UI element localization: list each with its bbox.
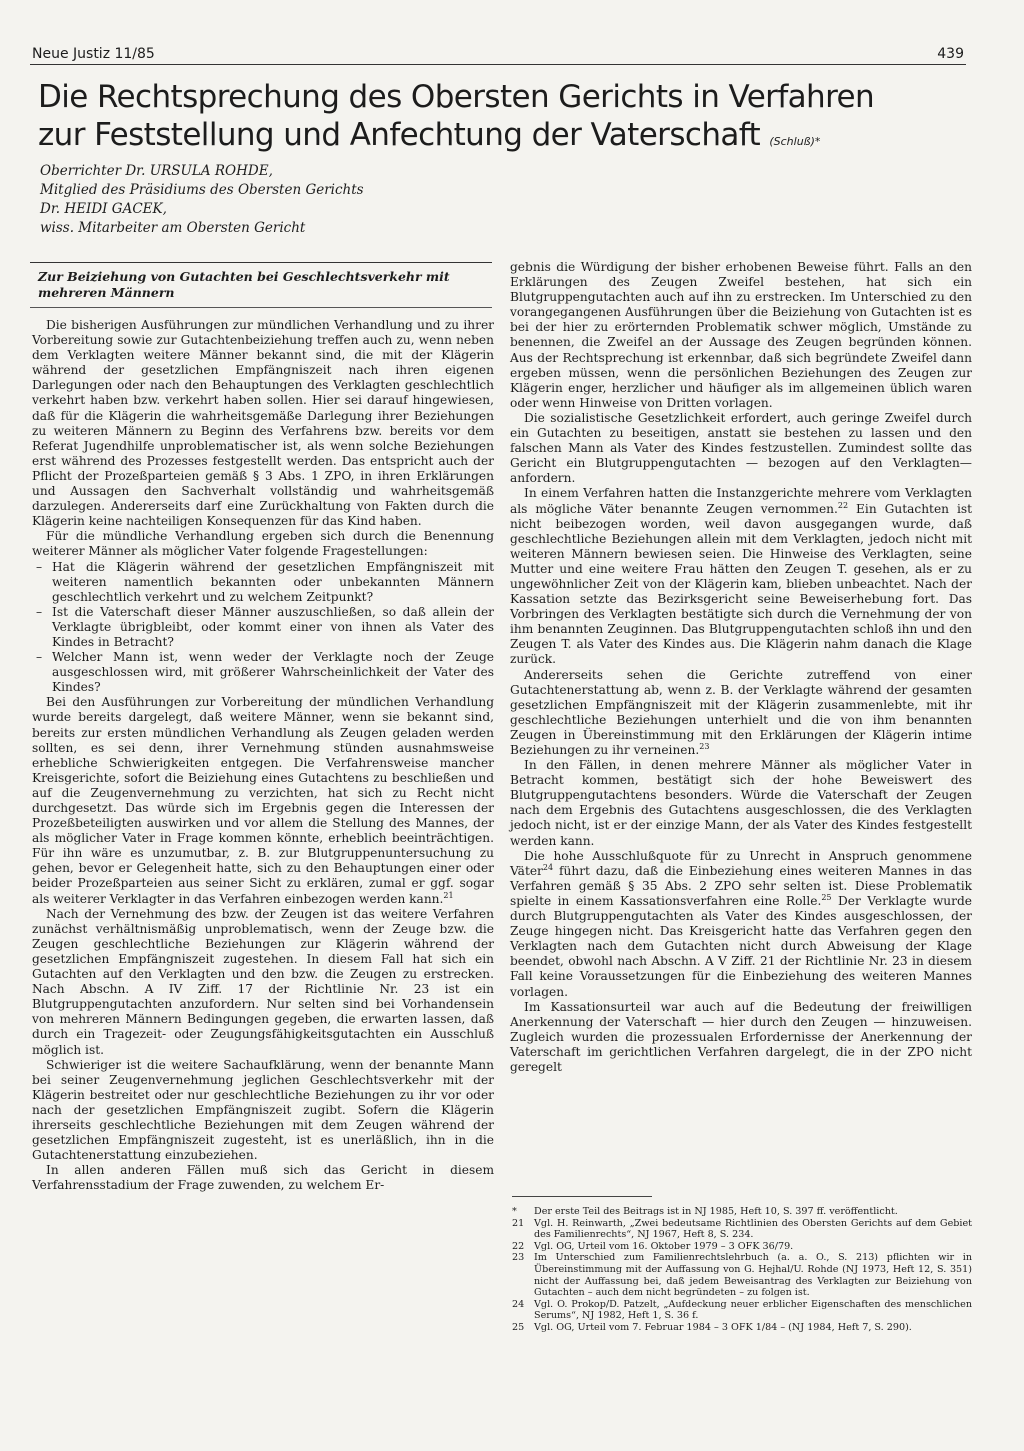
footnote <box>512 1252 972 1298</box>
section-heading-box <box>30 262 492 308</box>
footnote <box>512 1322 972 1334</box>
list-item: – Ist die Vaterschaft dieser Männer auszuschließen, so daß allein der Verklagte übrigbleibt, oder kommt einer von ihnen als Vater des Kindes in Betracht? <box>32 605 494 650</box>
footnote-ref: 22 <box>837 500 849 510</box>
footnote-text: Im Unterschied zum Familienrechtslehrbuch (a. a. O., S. 213) pflichten wir in Übereinstimmung mit der Auffassung von G. Hejhal/U. Rohde (NJ 1973, Heft 12, S. 351) nicht der Auffassung bei, daß jedem Beweisantrag des Verklagten zur Beiziehung von Gutachten – auch dem nicht begründeten – zu folgen ist. <box>534 1252 972 1299</box>
author-line: wiss. Mitarbeiter am Obersten Gericht <box>40 220 306 236</box>
author-block <box>40 162 500 238</box>
title-note: (Schluß)* <box>769 135 821 148</box>
footnote-ref: 21 <box>443 890 454 900</box>
footnote-ref: 25 <box>821 892 832 902</box>
question-list <box>32 560 494 696</box>
footnote-ref: 23 <box>699 741 710 751</box>
paragraph-text: Bei den Ausführungen zur Vorbereitung der mündlichen Verhandlung wurde bereits dargelegt, daß weitere Männer, wenn sie bekannt sind, bereits zur ersten mündlichen Verhandlung als Zeugen geladen werden sollten, es sei denn, ihrer Vernehmung stünden ausnahmsweise erhebliche Schwierigkeiten entgegen. Die Verfahrensweise mancher Kreisgerichte, sofort die Beiziehung eines Gutachtens zu beschließen und auf die Zeugenvernehmung zu verzichten, hat sich zu Recht nicht durchgesetzt. Das würde sich im Ergebnis gegen die Interessen der Prozeßbeteiligten auswirken und vor allem die Stellung des Mannes, der als möglicher Vater in Frage kommen könnte, erheblich beeinträchtigen. Für ihn wäre es unzumutbar, z. B. zur Blutgruppenuntersuchung zu gehen, bevor er Gelegenheit hatte, sich zu den Behauptungen einer oder beider Prozeßparteien aus seiner Sicht zu erklären, zumal er ggf. sogar als weiterer Verklagter in das Verfahren einbezogen werden kann. <box>32 695 494 906</box>
footnote-text: Vgl. O. Prokop/D. Patzelt, „Aufdeckung neuer erblicher Eigenschaften des menschlichen Serums“, NJ 1982, Heft 1, S. 36 f. <box>534 1298 972 1322</box>
footnote-mark: 24 <box>512 1298 525 1310</box>
footnote-mark: 21 <box>512 1217 525 1229</box>
footnote-mark: 25 <box>512 1321 525 1333</box>
article-title <box>38 78 978 161</box>
left-column <box>32 318 494 1193</box>
section-heading: Zur Beiziehung von Gutachten bei Geschlechtsverkehr mit mehreren Männern <box>38 269 450 300</box>
paragraph: gebnis die Würdigung der bisher erhobenen Beweise führt. Falls an den Erklärungen des Zeugen Zweifel bestehen, hat sich ein Blutgruppengutachten auch auf ihn zu erstrecken. Im Unterschied zu den vorangegangenen Ausführungen über die Beiziehung von Gutachten ist es bei der hier zu erörternden Problematik schwer möglich, Umstände zu benennen, die Zweifel an der Aussage des Zeugen begründen können. Aus der Rechtsprechung ist erkennbar, daß sich begründete Zweifel dann ergeben müssen, wenn die persönlichen Beziehungen des Zeugen zur Klägerin enger, herzlicher und häufiger als im allgemeinen üblich waren oder wenn Hinweise von Dritten vorlagen. <box>510 260 972 410</box>
author-line: Mitglied des Präsidiums des Obersten Gerichts <box>40 182 364 198</box>
paragraph: Nach der Vernehmung des bzw. der Zeugen ist das weitere Verfahren zunächst verhältnismäßig unproblematisch, wenn der Zeuge bzw. die Zeugen geschlechtliche Beziehungen zur Klägerin während der gesetzlichen Empfängniszeit zugestehen. In diesem Fall hat sich ein Gutachten auf den Verklagten und den bzw. die Zeugen zu erstrecken. Nach Abschn. A IV Ziff. 17 der Richtlinie Nr. 23 ist ein Blutgruppengutachten anzufordern. Nur selten sind bei Vorhandensein von mehreren Männern Bedingungen gegeben, die erwarten lassen, daß durch ein Tragezeit- oder Zeugungsfähigkeitsgutachten ein Ausschluß möglich ist. <box>32 906 494 1057</box>
paragraph: Schwieriger ist die weitere Sachaufklärung, wenn der benannte Mann bei seiner Zeugenvernehmung jeglichen Geschlechtsverkehr mit der Klägerin bestreitet oder nur geschlechtliche Beziehungen zu ihr vor oder nach der gesetzlichen Empfängniszeit zugibt. Sofern die Klägerin ihrerseits geschlechtliche Beziehungen mit dem Zeugen während der gesetzlichen Empfängniszeit zugesteht, ist es unerläßlich, ihn in die Gutachtenerstattung einzubeziehen. <box>32 1057 494 1163</box>
paragraph: Die sozialistische Gesetzlichkeit erfordert, auch geringe Zweifel durch ein Gutachten zu beseitigen, anstatt sie bestehen zu lassen und den falschen Mann als Vater des Kindes festzustellen. Zumindest sollte das Gericht ein Blutgruppengutachten — bezogen auf den Verklagten— anfordern. <box>510 410 972 486</box>
list-item: – Welcher Mann ist, wenn weder der Verklagte noch der Zeuge ausgeschlossen wird, mit größerer Wahrscheinlichkeit der Vater des Kindes? <box>32 650 494 695</box>
footnote-ref: 24 <box>542 862 554 872</box>
paragraph-text: Der Verklagte wurde durch Blutgruppengutachten als Vater des Kindes ausgeschlossen, der Zeuge hingegen nicht. Das Kreisgericht hatte das Verfahren gegen den Verklagten nach dem Gutachten nicht durch Abweisung der Klage beendet, obwohl nach Abschn. A V Ziff. 21 der Richtlinie Nr. 23 in diesem Fall keine Voraussetzungen für die Einbeziehung des weiteren Mannes vorlagen. <box>510 893 972 999</box>
footnote <box>512 1218 972 1241</box>
paragraph-text: führt dazu, daß die Einbeziehung eines weiteren Mannes in das Verfahren gemäß § 35 Abs. 2 ZPO sehr selten ist. Diese Problematik spielte in einem Kassationsverfahren eine Rolle. <box>510 863 972 908</box>
paragraph <box>510 849 972 1000</box>
list-item: – Hat die Klägerin während der gesetzlichen Empfängniszeit mit weiteren namentlich bekannten oder unbekannten Männern geschlechtlich verkehrt und zu welchem Zeitpunkt? <box>32 560 494 605</box>
paragraph-text: Ein Gutachten ist nicht beibezogen worden, weil davon ausgegangen wurde, daß geschlechtliche Beziehungen allein mit dem Verklagten, jedoch nicht mit weiteren Männern bewiesen seien. Die Hinweise des Verklagten, seine Mutter und eine weitere Frau hätten den Zeugen T. gesehen, als er zu ungewöhnlicher Zeit von der Klägerin kam, blieben unbeachtet. Nach der Kassation setzte das Bezirksgericht seine Beweiserhebung fort. Das Vorbringen des Verklagten bestätigte sich durch die Vernehmung der von ihm benannten Zeuginnen. Das Blutgruppengutachten schloß ihn und den Zeugen T. als Vater des Kindes aus. Die Klägerin nahm danach die Klage zurück. <box>510 501 973 667</box>
paragraph <box>32 695 494 906</box>
footnote-text: Vgl. OG, Urteil vom 7. Februar 1984 – 3 OFK 1/84 – (NJ 1984, Heft 7, S. 290). <box>534 1321 912 1333</box>
paragraph: Die bisherigen Ausführungen zur mündlichen Verhandlung und zu ihrer Vorbereitung sowie zur Gutachtenbeiziehung treffen auch zu, wenn neben dem Verklagten weitere Männer bekannt sind, die mit der Klägerin während der gesetzlichen Empfängniszeit nach ihren eigenen Darlegungen oder nach den Behauptungen des Verklagten geschlechtlich verkehrt haben bzw. verkehrt haben sollen. Hier sei darauf hingewiesen, daß für die Klägerin die wahrheitsgemäße Darlegung ihrer Beziehungen zu weiteren Männern zu Beginn des Verfahrens bzw. bereits vor dem Referat Jugendhilfe unproblematischer ist, als wenn solche Beziehungen erst während des Prozesses festgestellt werden. Das entspricht auch der Pflicht der Prozeßparteien gemäß § 3 Abs. 1 ZPO, in ihren Erklärungen und Aussagen den Sachverhalt vollständig und wahrheitsgemäß darzulegen. Andererseits darf eine Zurückhaltung von Fakten durch die Klägerin keine nachteiligen Konsequenzen für das Kind haben. <box>32 318 494 529</box>
author-line: Oberrichter Dr. URSULA ROHDE, <box>40 163 273 179</box>
paragraph <box>510 486 972 667</box>
right-column <box>510 260 972 1075</box>
paragraph-text: In einem Verfahren hatten die Instanzgerichte mehrere vom Verklagten als mögliche Väter benannte Zeugen vernommen. <box>510 486 972 516</box>
footnote-mark: 23 <box>512 1252 525 1264</box>
footnote-mark: * <box>512 1206 517 1217</box>
footnotes <box>512 1206 972 1334</box>
author-line: Dr. HEIDI GACEK, <box>40 201 167 217</box>
footnote-text: Vgl. H. Reinwarth, „Zwei bedeutsame Richtlinien des Obersten Gerichts auf dem Gebiet des Familienrechts“, NJ 1967, Heft 8, S. 234. <box>534 1217 972 1241</box>
paragraph: Im Kassationsurteil war auch auf die Bedeutung der freiwilligen Anerkennung der Vaterschaft — hier durch den Zeugen — hinzuweisen. Zugleich wurden die prozessualen Erfordernisse der Anerkennung der Vaterschaft im gerichtlichen Verfahren dargelegt, die in der ZPO nicht geregelt <box>510 999 972 1074</box>
footnote-rule <box>512 1196 652 1197</box>
footnote-text: Vgl. OG, Urteil vom 16. Oktober 1979 – 3 OFK 36/79. <box>534 1240 794 1252</box>
footnote-text: Der erste Teil des Beitrags ist in NJ 1985, Heft 10, S. 397 ff. veröffentlicht. <box>534 1206 898 1217</box>
paragraph: Für die mündliche Verhandlung ergeben sich durch die Benennung weiterer Männer als möglicher Vater folgende Fragestellungen: <box>32 529 494 559</box>
header-rule <box>30 64 966 65</box>
paragraph: In allen anderen Fällen muß sich das Gericht in diesem Verfahrensstadium der Frage zuwenden, zu welchem Er- <box>32 1163 494 1193</box>
footnote <box>512 1241 972 1253</box>
title-line-1: Die Rechtsprechung des Obersten Gerichts in Verfahren <box>38 79 875 115</box>
journal-issue: Neue Justiz 11/85 <box>32 46 155 62</box>
footnote <box>512 1299 972 1322</box>
paragraph-text: Die hohe Ausschlußquote für zu Unrecht in Anspruch genommene Väter <box>510 848 972 878</box>
page-number: 439 <box>937 46 964 62</box>
paragraph <box>510 668 972 759</box>
footnote <box>512 1206 972 1218</box>
footnote-mark: 22 <box>512 1240 525 1252</box>
paragraph: In den Fällen, in denen mehrere Männer als möglicher Vater in Betracht kommen, bestätigt sich der hohe Beweiswert des Blutgruppengutachtens besonders. Würde die Vaterschaft der Zeugen nach dem Ergebnis des Gutachtens ausgeschlossen, die des Verklagten jedoch nicht, ist er der einzige Mann, der als Vater des Kindes festgestellt werden kann. <box>510 758 972 848</box>
title-line-2: zur Feststellung und Anfechtung der Vaterschaft <box>38 117 761 153</box>
paragraph-text: Andererseits sehen die Gerichte zutreffend von einer Gutachtenerstattung ab, wenn z. B. der Verklagte während der gesamten gesetzlichen Empfängniszeit mit der Klägerin zusammenlebte, mit ihr geschlechtliche Beziehungen unterhielt und die von ihm benannten Zeugen in Übereinstimmung mit den Erklärungen der Klägerin intime Beziehungen zu ihr verneinen. <box>510 667 972 757</box>
